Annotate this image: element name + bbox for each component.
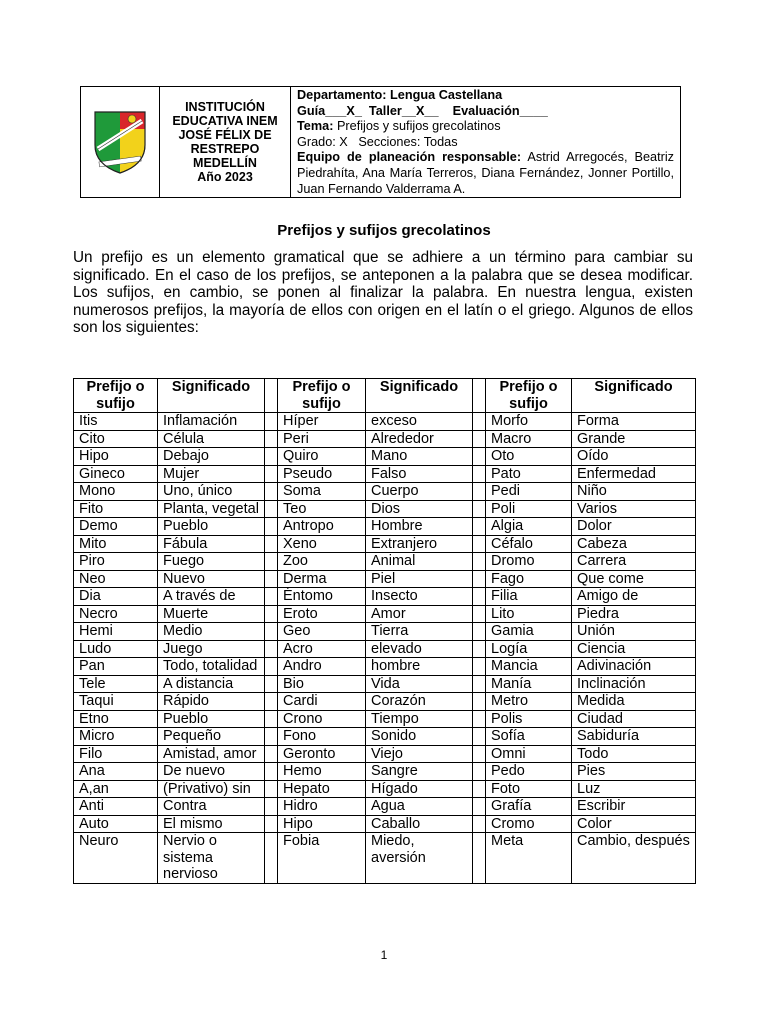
affix-cell: Teo (278, 500, 366, 518)
meaning-cell: Pequeño (158, 728, 265, 746)
meaning-cell: Color (572, 815, 696, 833)
affix-cell: Andro (278, 658, 366, 676)
meaning-cell: Falso (366, 465, 473, 483)
meaning-cell: Agua (366, 798, 473, 816)
column-gap (473, 500, 486, 518)
table-row (74, 430, 696, 448)
affix-cell: Grafía (486, 798, 572, 816)
affix-cell: Hemo (278, 763, 366, 781)
column-gap (473, 658, 486, 676)
affix-cell: Algia (486, 518, 572, 536)
column-gap (473, 745, 486, 763)
affix-cell: Gamia (486, 623, 572, 641)
table-row (74, 588, 696, 606)
affix-cell: Eroto (278, 605, 366, 623)
tema-label: Tema: (297, 119, 334, 134)
column-gap (473, 710, 486, 728)
meaning-cell: Piedra (572, 605, 696, 623)
table-row (74, 693, 696, 711)
meaning-cell: Alrededor (366, 430, 473, 448)
column-gap (473, 379, 486, 413)
column-gap (265, 710, 278, 728)
meaning-cell: Vida (366, 675, 473, 693)
column-gap (265, 693, 278, 711)
column-gap (473, 763, 486, 781)
meaning-cell: Que come (572, 570, 696, 588)
column-gap (473, 553, 486, 571)
meaning-cell: Piel (366, 570, 473, 588)
meaning-cell: Muerte (158, 605, 265, 623)
affix-cell: Mito (74, 535, 158, 553)
column-gap (265, 640, 278, 658)
meaning-cell: Todo, totalidad (158, 658, 265, 676)
column-gap (473, 518, 486, 536)
meaning-cell: Dios (366, 500, 473, 518)
column-gap (265, 379, 278, 413)
table-row (74, 763, 696, 781)
affix-cell: Cromo (486, 815, 572, 833)
affix-cell: Taqui (74, 693, 158, 711)
meaning-cell: Ciencia (572, 640, 696, 658)
column-gap (473, 448, 486, 466)
meaning-cell: Contra (158, 798, 265, 816)
affix-cell: Ludo (74, 640, 158, 658)
affix-cell: Pato (486, 465, 572, 483)
institution-year: Año 2023 (197, 170, 253, 185)
meaning-cell: Mano (366, 448, 473, 466)
meaning-cell: Célula (158, 430, 265, 448)
meaning-cell: Pueblo (158, 710, 265, 728)
meaning-cell: Unión (572, 623, 696, 641)
column-gap (265, 535, 278, 553)
column-gap (473, 588, 486, 606)
institution-line: JOSÉ FÉLIX DE (178, 128, 272, 143)
column-gap (473, 413, 486, 431)
column-gap (473, 693, 486, 711)
affix-cell: Demo (74, 518, 158, 536)
affix-cell: Foto (486, 780, 572, 798)
table-row (74, 658, 696, 676)
meaning-cell: Niño (572, 483, 696, 501)
meaning-cell: Caballo (366, 815, 473, 833)
meaning-cell: Insecto (366, 588, 473, 606)
meaning-cell: Nuevo (158, 570, 265, 588)
meaning-cell: El mismo (158, 815, 265, 833)
table-row (74, 640, 696, 658)
institution-line: MEDELLÍN (193, 156, 257, 171)
column-header: Significado (572, 379, 696, 413)
table-row (74, 465, 696, 483)
meaning-cell: exceso (366, 413, 473, 431)
affix-cell: Polis (486, 710, 572, 728)
affix-cell: Mancia (486, 658, 572, 676)
meaning-cell: Fuego (158, 553, 265, 571)
intro-paragraph: Un prefijo es un elemento gramatical que se adhiere a un término para cambiar su significado. En el caso de los prefijos, se anteponen a la palabra que se desea modificar. Los sufijos, en cambio, se ponen al finalizar la palabra. En nuestra lengua, existen numerosos prefijos, la mayoría de ellos con origen en el latín o el griego. Algunos de ellos son los siguientes: (73, 249, 693, 336)
prefix-suffix-table (73, 378, 696, 884)
affix-cell: Geronto (278, 745, 366, 763)
column-gap (473, 605, 486, 623)
affix-cell: Metro (486, 693, 572, 711)
column-gap (265, 815, 278, 833)
affix-cell: Sofía (486, 728, 572, 746)
column-gap (265, 465, 278, 483)
meaning-cell: Hombre (366, 518, 473, 536)
logo-cell (81, 87, 160, 198)
meaning-cell: Dolor (572, 518, 696, 536)
column-gap (265, 483, 278, 501)
column-gap (265, 833, 278, 884)
meaning-cell: Fábula (158, 535, 265, 553)
meaning-cell: Cambio, después (572, 833, 696, 884)
column-gap (265, 588, 278, 606)
affix-cell: Hipo (278, 815, 366, 833)
column-gap (473, 833, 486, 884)
column-gap (473, 623, 486, 641)
column-gap (265, 605, 278, 623)
table-row (74, 448, 696, 466)
meaning-cell: Amigo de (572, 588, 696, 606)
meaning-cell: Oído (572, 448, 696, 466)
affix-cell: Tele (74, 675, 158, 693)
affix-cell: Pseudo (278, 465, 366, 483)
table-row (74, 605, 696, 623)
affix-cell: Fago (486, 570, 572, 588)
table-row (74, 483, 696, 501)
meaning-cell: Uno, único (158, 483, 265, 501)
meaning-cell: Grande (572, 430, 696, 448)
meaning-cell: Inflamación (158, 413, 265, 431)
column-gap (265, 448, 278, 466)
affix-cell: Xeno (278, 535, 366, 553)
affix-cell: Macro (486, 430, 572, 448)
meaning-cell: Sabiduría (572, 728, 696, 746)
meaning-cell: Medida (572, 693, 696, 711)
institution-name-cell (160, 87, 291, 198)
meaning-cell: De nuevo (158, 763, 265, 781)
column-header: Prefijo o sufijo (486, 379, 572, 413)
affix-cell: Ana (74, 763, 158, 781)
meaning-cell: Juego (158, 640, 265, 658)
meaning-cell: Hígado (366, 780, 473, 798)
affix-cell: Micro (74, 728, 158, 746)
table-row (74, 833, 696, 884)
affix-cell: Anti (74, 798, 158, 816)
column-gap (265, 553, 278, 571)
column-gap (265, 675, 278, 693)
affix-cell: Éntomo (278, 588, 366, 606)
department-line: Departamento: Lengua Castellana (297, 88, 503, 102)
column-gap (265, 413, 278, 431)
equipo-label: Equipo de planeación responsable: (297, 150, 522, 165)
meaning-cell: Ciudad (572, 710, 696, 728)
column-gap (473, 640, 486, 658)
affix-cell: Poli (486, 500, 572, 518)
meaning-cell: Todo (572, 745, 696, 763)
meaning-cell: Viejo (366, 745, 473, 763)
meaning-cell: Planta, vegetal (158, 500, 265, 518)
affix-cell: Geo (278, 623, 366, 641)
equipo-value: Astrid Arregocés, Beatriz Piedrahíta, Ana María Terreros, Diana Fernández, Jonner Portillo, Juan Fernando Valderrama A. (297, 150, 674, 196)
affix-cell: Dromo (486, 553, 572, 571)
column-gap (473, 465, 486, 483)
meaning-cell: Debajo (158, 448, 265, 466)
meaning-cell: Forma (572, 413, 696, 431)
meaning-cell: Extranjero (366, 535, 473, 553)
affix-cell: Filo (74, 745, 158, 763)
table-row (74, 780, 696, 798)
affix-cell: Crono (278, 710, 366, 728)
affix-cell: Manía (486, 675, 572, 693)
table-row (74, 413, 696, 431)
meaning-cell: Sonido (366, 728, 473, 746)
column-header: Significado (158, 379, 265, 413)
institution-line: RESTREPO (190, 142, 260, 157)
document-title: Prefijos y sufijos grecolatinos (277, 222, 491, 239)
meaning-cell: Cuerpo (366, 483, 473, 501)
affix-cell: Lito (486, 605, 572, 623)
affix-cell: Logía (486, 640, 572, 658)
activity-line: Guía___X_ Taller__X__ Evaluación____ (297, 103, 548, 118)
column-gap (473, 430, 486, 448)
affix-cell: Fito (74, 500, 158, 518)
meaning-cell: Sangre (366, 763, 473, 781)
table-row (74, 518, 696, 536)
affix-cell: Híper (278, 413, 366, 431)
affix-cell: Etno (74, 710, 158, 728)
meaning-cell: Amor (366, 605, 473, 623)
table-row (74, 710, 696, 728)
column-gap (265, 745, 278, 763)
table-row (74, 675, 696, 693)
column-gap (473, 780, 486, 798)
affix-cell: Pan (74, 658, 158, 676)
column-header: Significado (366, 379, 473, 413)
column-gap (265, 518, 278, 536)
meaning-cell: Corazón (366, 693, 473, 711)
meaning-cell: Inclinación (572, 675, 696, 693)
affix-cell: Cardi (278, 693, 366, 711)
institution-shield-logo (92, 109, 148, 175)
affix-cell: Dia (74, 588, 158, 606)
meaning-cell: (Privativo) sin (158, 780, 265, 798)
column-gap (473, 798, 486, 816)
meaning-cell: Animal (366, 553, 473, 571)
header-table (80, 86, 681, 198)
table-row (74, 553, 696, 571)
column-gap (265, 780, 278, 798)
page-number: 1 (380, 948, 388, 962)
column-header: Prefijo o sufijo (278, 379, 366, 413)
column-gap (265, 430, 278, 448)
affix-cell: Hepato (278, 780, 366, 798)
column-gap (473, 570, 486, 588)
column-gap (473, 675, 486, 693)
guide-info-cell (291, 87, 681, 198)
affix-cell: Derma (278, 570, 366, 588)
affix-cell: Antropo (278, 518, 366, 536)
table-header-row (74, 379, 696, 413)
column-gap (265, 500, 278, 518)
affix-cell: A,an (74, 780, 158, 798)
table-row (74, 745, 696, 763)
column-gap (265, 623, 278, 641)
meaning-cell: Amistad, amor (158, 745, 265, 763)
affix-cell: Neuro (74, 833, 158, 884)
meaning-cell: Pies (572, 763, 696, 781)
table-row (74, 815, 696, 833)
meaning-cell: Pueblo (158, 518, 265, 536)
column-gap (265, 798, 278, 816)
column-gap (265, 658, 278, 676)
table-row (74, 535, 696, 553)
affix-cell: Hidro (278, 798, 366, 816)
affix-cell: Zoo (278, 553, 366, 571)
institution-line: INSTITUCIÓN (185, 100, 265, 115)
column-gap (473, 483, 486, 501)
meaning-cell: Varios (572, 500, 696, 518)
affix-cell: Bio (278, 675, 366, 693)
meaning-cell: Rápido (158, 693, 265, 711)
meaning-cell: Tierra (366, 623, 473, 641)
affix-cell: Hipo (74, 448, 158, 466)
affix-cell: Pedi (486, 483, 572, 501)
affix-cell: Filia (486, 588, 572, 606)
affix-cell: Pedo (486, 763, 572, 781)
institution-line: EDUCATIVA INEM (172, 114, 278, 129)
meaning-cell: Luz (572, 780, 696, 798)
affix-cell: Peri (278, 430, 366, 448)
meaning-cell: Cabeza (572, 535, 696, 553)
affix-cell: Cito (74, 430, 158, 448)
affix-cell: Acro (278, 640, 366, 658)
affix-cell: Meta (486, 833, 572, 884)
affix-cell: Oto (486, 448, 572, 466)
meaning-cell: Carrera (572, 553, 696, 571)
meaning-cell: Nervio o sistema nervioso (158, 833, 265, 884)
affix-cell: Auto (74, 815, 158, 833)
tema-value: Prefijos y sufijos grecolatinos (333, 119, 501, 134)
table-row (74, 623, 696, 641)
meaning-cell: A distancia (158, 675, 265, 693)
table-row (74, 500, 696, 518)
affix-cell: Quiro (278, 448, 366, 466)
grado-line: Grado: X Secciones: Todas (297, 134, 458, 149)
table-body (74, 413, 696, 884)
affix-cell: Mono (74, 483, 158, 501)
meaning-cell: Mujer (158, 465, 265, 483)
affix-cell: Necro (74, 605, 158, 623)
column-gap (265, 570, 278, 588)
column-gap (473, 815, 486, 833)
column-gap (265, 763, 278, 781)
affix-cell: Gineco (74, 465, 158, 483)
meaning-cell: hombre (366, 658, 473, 676)
meaning-cell: Medio (158, 623, 265, 641)
affix-cell: Hemi (74, 623, 158, 641)
column-gap (473, 535, 486, 553)
affix-cell: Morfo (486, 413, 572, 431)
column-header: Prefijo o sufijo (74, 379, 158, 413)
meaning-cell: Tiempo (366, 710, 473, 728)
meaning-cell: A través de (158, 588, 265, 606)
affix-cell: Fono (278, 728, 366, 746)
affix-cell: Céfalo (486, 535, 572, 553)
meaning-cell: Enfermedad (572, 465, 696, 483)
column-gap (265, 728, 278, 746)
table-row (74, 728, 696, 746)
affix-cell: Itis (74, 413, 158, 431)
table-row (74, 798, 696, 816)
meaning-cell: Miedo, aversión (366, 833, 473, 884)
affix-cell: Fobia (278, 833, 366, 884)
meaning-cell: Adivinación (572, 658, 696, 676)
column-gap (473, 728, 486, 746)
meaning-cell: elevado (366, 640, 473, 658)
affix-cell: Piro (74, 553, 158, 571)
affix-cell: Soma (278, 483, 366, 501)
affix-cell: Neo (74, 570, 158, 588)
table-row (74, 570, 696, 588)
meaning-cell: Escribir (572, 798, 696, 816)
affix-cell: Omni (486, 745, 572, 763)
